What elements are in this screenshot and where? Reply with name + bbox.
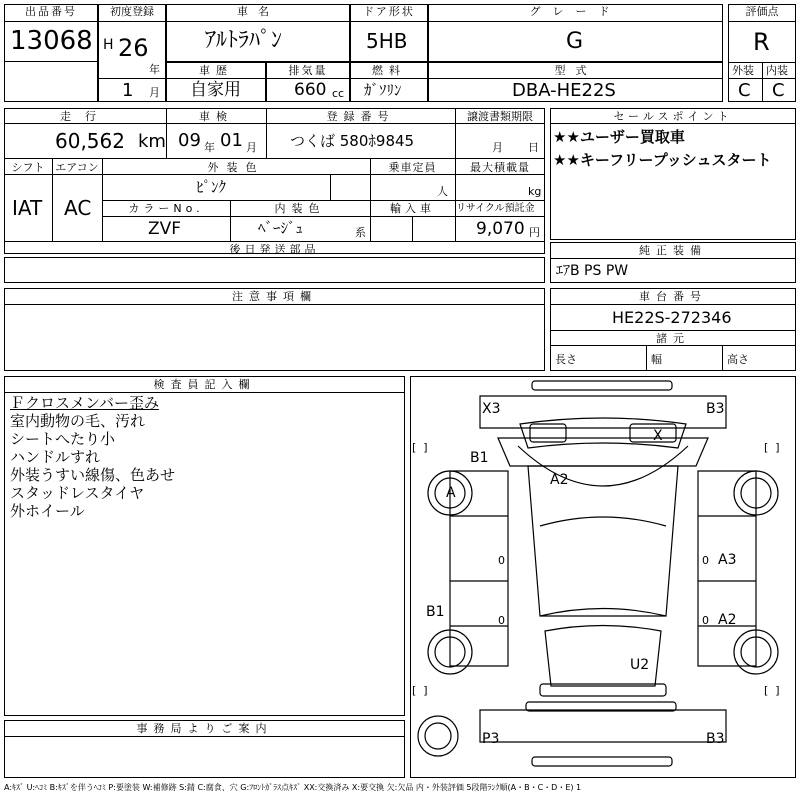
displacement-unit: cc: [332, 87, 345, 100]
inspector-line-4: ハンドルすれ: [10, 448, 101, 466]
ac: AC: [64, 196, 92, 220]
inspector-label: 検査員記入欄: [153, 378, 256, 391]
legend: A:ｷｽﾞ U:ﾍｺﾐ B:ｷｽﾞを伴うﾍｺﾐ P:要塗装 W:補修跡 S:錆 C:腐食、穴 G:ﾌﾛﾝﾄｶﾞﾗｽ点ｷｽﾞ XX:交換済み X:要交換 欠:欠品 内・外装評価 5段階ﾗﾝｸ順(A・B・C・D・E) 1: [4, 783, 582, 792]
transfer-month: 月: [492, 141, 503, 154]
recycle-label: リサイクル預託金: [456, 203, 535, 214]
height-label: 高さ: [727, 353, 749, 366]
mark-p3: P3: [482, 731, 500, 747]
color-number: ZVF: [148, 219, 182, 239]
interior-color-label: 内装色: [274, 202, 326, 215]
interior-grade: C: [772, 80, 785, 101]
year-unit: 年: [149, 63, 160, 76]
mark-b1-left: B1: [426, 604, 445, 620]
model-label: 型式: [554, 64, 597, 77]
mark-x-windshield: X: [653, 428, 663, 444]
zero-right-2: 0: [702, 614, 709, 627]
recycle-unit: 円: [529, 226, 540, 239]
displacement-label: 排気量: [288, 64, 328, 77]
model-code: DBA-HE22S: [512, 80, 616, 101]
bracket-left-top: [ ]: [412, 441, 428, 454]
zero-left-2: 0: [498, 614, 505, 627]
exterior-color-label: 外装色: [207, 161, 265, 174]
mileage-label: 走行: [60, 110, 110, 123]
door-label: ドア形状: [363, 5, 415, 18]
interior-color: ﾍﾞｰｼﾞｭ: [258, 219, 304, 237]
mark-b3-rear: B3: [706, 731, 725, 747]
zero-left-1: 0: [498, 554, 505, 567]
car-diagram: [410, 376, 796, 778]
shift-label: シフト: [11, 161, 45, 174]
transfer-doc-label: 譲渡書類期限: [467, 110, 533, 123]
inspection-month: 01: [220, 130, 243, 151]
chassis-number: HE22S-272346: [612, 308, 732, 327]
first-reg-label: 初度登録: [110, 5, 154, 18]
car-name-label: 車名: [237, 5, 279, 18]
dimensions-label: 諸元: [656, 332, 690, 345]
capacity-label: 乗車定員: [388, 161, 437, 174]
grade-label: グレード: [529, 5, 622, 18]
mark-b3-front: B3: [706, 401, 725, 417]
notes-label: 注意事項欄: [232, 290, 317, 303]
displacement: 660: [294, 80, 327, 100]
car-name: ｱﾙﾄﾗﾊﾟﾝ: [205, 28, 283, 53]
grade: G: [566, 29, 584, 54]
sales-point-2: ★★キーフリープッシュスタート: [553, 151, 772, 169]
mark-a-left: A: [446, 485, 456, 501]
inspector-line-2: 室内動物の毛、汚れ: [10, 412, 146, 430]
length-label: 長さ: [555, 353, 577, 366]
zero-right-1: 0: [702, 554, 709, 567]
capacity-unit: 人: [437, 185, 448, 198]
exterior-grade: C: [738, 80, 751, 101]
mileage-unit: km: [138, 131, 166, 152]
inspection-year: 09: [178, 130, 201, 151]
bracket-right-top: [ ]: [764, 441, 780, 454]
lot-number: 13068: [10, 26, 93, 56]
inspection-label: 車検: [199, 110, 233, 123]
sales-point-label: セールスポイント: [613, 110, 733, 123]
bracket-left-bottom: [ ]: [412, 684, 428, 697]
equipment: ｴｱB PS PW: [556, 263, 629, 279]
bracket-right-bottom: [ ]: [764, 684, 780, 697]
ac-label: エアコン: [55, 161, 99, 174]
inspector-line-5: 外装うすい線傷、色あせ: [10, 466, 176, 484]
plate-label: 登録番号: [326, 110, 395, 123]
inspection-year-unit: 年: [204, 141, 215, 154]
interior-color-unit: 系: [355, 226, 366, 239]
fuel-label: 燃料: [372, 64, 406, 77]
month-unit: 月: [149, 86, 160, 99]
lot-number-label: 出品番号: [25, 5, 77, 18]
later-parts-label: 後日発送部品: [229, 243, 320, 256]
exterior-color: ﾋﾟﾝｸ: [196, 178, 227, 196]
mark-b1-front: B1: [470, 450, 489, 466]
history: 自家用: [190, 80, 241, 100]
inspector-line-7: 外ホイール: [10, 502, 85, 520]
reg-month: 1: [122, 80, 134, 101]
mark-a2-hood: A2: [550, 472, 569, 488]
mark-a2-right: A2: [718, 612, 737, 628]
office-notice-label: 事務局よりご案内: [136, 722, 273, 735]
recycle-fee: 9,070: [476, 219, 525, 239]
interior-label: 内装: [766, 64, 788, 77]
transfer-day: 日: [528, 141, 539, 154]
era: H: [103, 37, 114, 53]
mark-u2: U2: [630, 657, 650, 673]
inspector-line-3: シートへたり小: [10, 430, 116, 448]
mark-a3: A3: [718, 552, 737, 568]
mark-x3: X3: [482, 401, 501, 417]
mileage: 60,562: [55, 129, 125, 153]
chassis-label: 車台番号: [639, 290, 707, 303]
max-load-label: 最大積載量: [470, 161, 530, 174]
shift: IAT: [12, 196, 43, 220]
sales-point-1: ★★ユーザー買取車: [553, 128, 685, 146]
overall-score: R: [753, 28, 770, 56]
color-number-label: カラーNo.: [128, 202, 204, 215]
inspector-line-6: スタッドレスタイヤ: [10, 484, 145, 502]
door-type: 5HB: [366, 29, 408, 53]
inspector-line-1: Ｆクロスメンバー歪み: [10, 394, 159, 412]
load-unit: kg: [528, 185, 542, 198]
import-label: 輸入車: [390, 202, 435, 215]
exterior-label: 外装: [732, 64, 754, 77]
plate-number: つくば 580ﾎ9845: [290, 132, 415, 150]
reg-year: 26: [118, 34, 149, 62]
later-parts-box: [4, 257, 545, 283]
fuel: ｶﾞｿﾘﾝ: [364, 81, 402, 99]
history-label: 車歴: [199, 64, 233, 77]
width-label: 幅: [651, 353, 662, 366]
equipment-label: 純正装備: [639, 244, 707, 257]
inspection-month-unit: 月: [246, 141, 257, 154]
score-label: 評価点: [745, 5, 779, 18]
